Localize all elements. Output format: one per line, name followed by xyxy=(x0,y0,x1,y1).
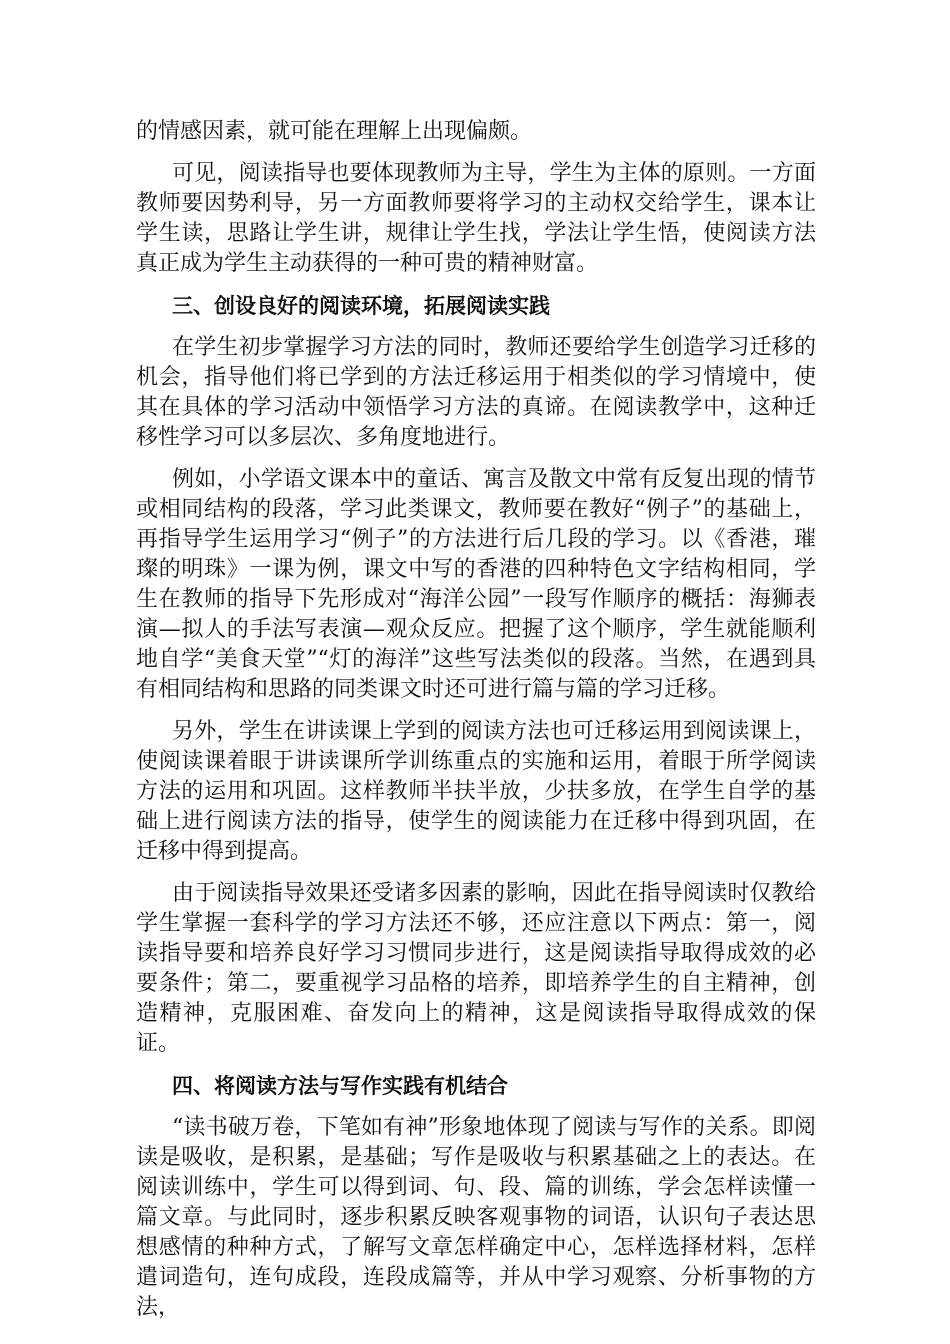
paragraph-continued: 的情感因素，就可能在理解上出现偏颇。 xyxy=(136,119,533,144)
paragraph: 另外，学生在讲读课上学到的阅读方法也可迁移运用到阅读课上，使阅读课着眼于讲读课所学训练重点的实施和运用，着眼于所学阅读方法的运用和巩固。这样教师半扶半放，少扶多放，在学生自学的基础上进行阅读方法的指导，使学生的阅读能力在迁移中得到巩固，在迁移中得到提高。 xyxy=(136,719,816,864)
paragraph: 在学生初步掌握学习方法的同时，教师还要给学生创造学习迁移的机会，指导他们将已学到的方法迁移运用于相类似的学习情境中，使其在具体的学习活动中领悟学习方法的真谛。在阅读教学中，这种迁移性学习可以多层次、多角度地进行。 xyxy=(136,335,816,450)
section-heading-3: 三、创设良好的阅读环境，拓展阅读实践 xyxy=(172,294,550,318)
section-heading-4: 四、将阅读方法与写作实践有机结合 xyxy=(172,1074,508,1098)
paragraph: 例如，小学语文课本中的童话、寓言及散文中常有反复出现的情节或相同结构的段落，学习此类课文，教师要在教好“例子”的基础上，再指导学生运用学习“例子”的方法进行后几段的学习。以《香港，璀璨的明珠》一课为例，课文中写的香港的四种特色文字结构相同，学生在教师的指导下先形成对“海洋公园”一段写作顺序的概括：海狮表演—拟人的手法写表演—观众反应。把握了这个顺序，学生就能顺利地自学“美食天堂”“灯的海洋”这些写法类似的段落。当然，在遇到具有相同结构和思路的同类课文时还可进行篇与篇的学习迁移。 xyxy=(136,467,816,702)
paragraph: “读书破万卷，下笔如有神”形象地体现了阅读与写作的关系。即阅读是吸收，是积累，是基础；写作是吸收与积累基础之上的表达。在阅读训练中，学生可以得到词、句、段、篇的训练，学会怎样读懂一篇文章。与此同时，逐步积累反映客观事物的词语，认识句子表达思想感情的种种方式，了解写文章怎样确定中心，怎样选择材料，怎样遣词造句，连句成段，连段成篇等，并从中学习观察、分析事物的方法， xyxy=(136,1115,816,1320)
document-body xyxy=(136,117,816,1335)
paragraph: 可见，阅读指导也要体现教师为主导，学生为主体的原则。一方面教师要因势利导，另一方面教师要将学习的主动权交给学生，课本让学生读，思路让学生讲，规律让学生找，学法让学生悟，使阅读方法真正成为学生主动获得的一种可贵的精神财富。 xyxy=(136,161,816,276)
paragraph: 由于阅读指导效果还受诸多因素的影响，因此在指导阅读时仅教给学生掌握一套科学的学习方法还不够，还应注意以下两点：第一，阅读指导要和培养良好学习习惯同步进行，这是阅读指导取得成效的必要条件；第二，要重视学习品格的培养，即培养学生的自主精神，创造精神，克服困难、奋发向上的精神，这是阅读指导取得成效的保证。 xyxy=(136,881,816,1056)
